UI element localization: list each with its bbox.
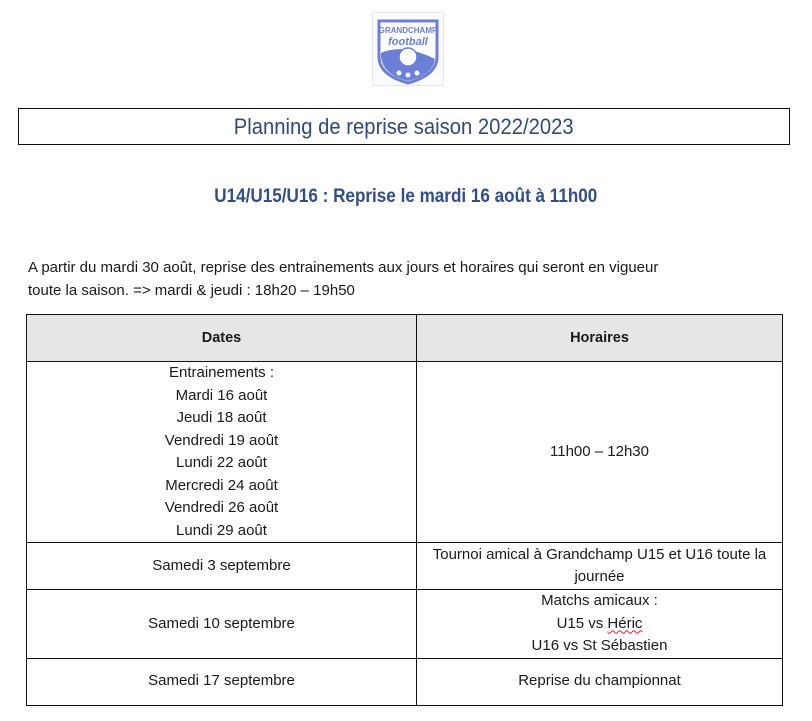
cell-horaires [417, 543, 783, 590]
subtitle-text: U14/U15/U16 : Reprise le mardi 16 août à 11h00 [214, 186, 598, 207]
horaires-line [423, 613, 776, 636]
schedule-table [26, 314, 783, 706]
page-title: Planning de reprise saison 2022/2023 [234, 113, 574, 139]
svg-text:football: football [388, 36, 428, 48]
dates-line: Entrainements : [168, 364, 275, 381]
team-label: U15 vs [556, 614, 604, 632]
subtitle [0, 186, 812, 208]
horaires-line: Reprise du championnat [518, 672, 681, 690]
dates-line: Vendredi 19 août [164, 431, 279, 449]
intro-paragraph [28, 256, 788, 302]
cell-horaires [417, 658, 783, 705]
table-header-row [27, 315, 783, 362]
dates-line: Mercredi 24 août [165, 476, 278, 494]
club-logo [372, 12, 444, 86]
header-horaires: Horaires [417, 315, 783, 362]
header-dates: Dates [27, 315, 417, 362]
svg-text:GRANDCHAMP: GRANDCHAMP [378, 26, 438, 35]
dates-line: Samedi 10 septembre [148, 614, 295, 632]
cell-dates [27, 658, 417, 705]
dates-line: Lundi 22 août [176, 454, 267, 471]
dates-line: Jeudi 18 août [176, 409, 267, 426]
dates-line: Mardi 16 août [175, 386, 268, 404]
table-row [27, 590, 783, 659]
dates-line: Vendredi 26 août [164, 499, 279, 516]
table-row [27, 362, 783, 543]
dates-line: Samedi 17 septembre [148, 672, 295, 690]
cell-horaires [417, 362, 783, 543]
cell-dates [27, 543, 417, 590]
intro-line-2: toute la saison. => mardi & jeudi : 18h20 – 19h50 [28, 282, 355, 299]
cell-horaires [417, 590, 783, 659]
dates-line: Samedi 3 septembre [152, 556, 291, 574]
horaires-line: Tournoi amical à Grandchamp U15 et U16 toute la journée [432, 545, 767, 585]
horaires-line: U16 vs St Sébastien [531, 637, 668, 654]
intro-line-1: A partir du mardi 30 août, reprise des entrainements aux jours et horaires qui seront en vigueur [28, 259, 659, 276]
dates-line: Lundi 29 août [176, 521, 267, 539]
horaires-line: 11h00 – 12h30 [550, 442, 649, 460]
opponent-name: Héric [607, 614, 643, 632]
table-row [27, 658, 783, 705]
cell-dates [27, 362, 417, 543]
page-title-box [18, 108, 790, 145]
horaires-line: Matchs amicaux : [541, 592, 658, 609]
cell-dates [27, 590, 417, 659]
grandchamp-football-crest-icon [373, 13, 443, 85]
table-row [27, 543, 783, 590]
